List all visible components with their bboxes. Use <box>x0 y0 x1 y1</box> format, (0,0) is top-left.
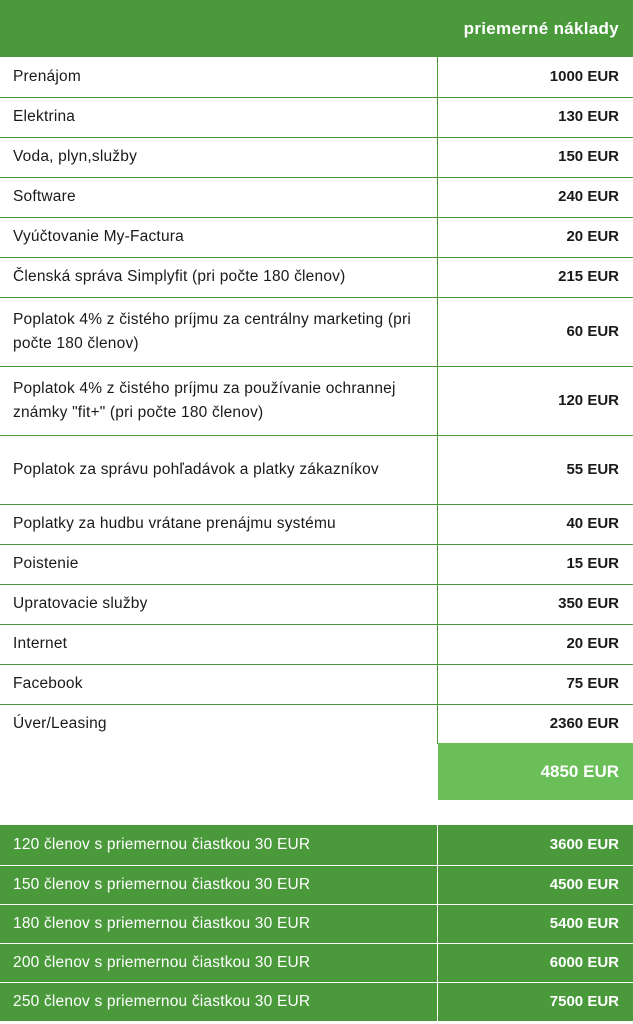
cost-label: Voda, plyn,služby <box>0 137 437 177</box>
table-row <box>0 177 633 217</box>
cost-value: 2360 EUR <box>549 715 619 733</box>
membership-label: 150 členov s priemernou čiastkou 30 EUR <box>0 865 437 904</box>
cost-value: 120 EUR <box>437 366 633 435</box>
cost-label: Upratovacie služby <box>0 584 437 624</box>
table-row <box>0 624 633 664</box>
table-row <box>0 366 633 435</box>
column-title: priemerné náklady <box>463 18 619 38</box>
membership-label: 200 členov s priemernou čiastkou 30 EUR <box>0 943 437 982</box>
table-row <box>0 257 633 297</box>
cost-value: 215 EUR <box>437 257 633 297</box>
cost-value: 20 EUR <box>437 217 633 257</box>
cost-value: 40 EUR <box>437 504 633 544</box>
table-row <box>0 584 633 624</box>
cost-label: Elektrina <box>0 97 437 137</box>
membership-label: 180 členov s priemernou čiastkou 30 EUR <box>0 904 437 943</box>
cost-label: Poistenie <box>0 544 437 584</box>
membership-label: 250 členov s priemernou čiastkou 30 EUR <box>0 982 437 1021</box>
membership-value: 5400 EUR <box>437 904 633 943</box>
cost-value: 130 EUR <box>437 97 633 137</box>
cost-label: Členská správa Simplyfit (pri počte 180 členov) <box>0 257 437 297</box>
cost-label: Poplatky za hudbu vrátane prenájmu systému <box>0 504 437 544</box>
cost-label: Poplatok za správu pohľadávok a platky zákazníkov <box>0 435 437 504</box>
cost-label: Poplatok 4% z čistého príjmu za používanie ochrannej známky "fit+" (pri počte 180 členov) <box>0 366 437 435</box>
table-row <box>0 865 633 904</box>
table-row <box>0 504 633 544</box>
table-row <box>0 57 633 97</box>
table-row <box>0 97 633 137</box>
cost-value: 55 EUR <box>437 435 633 504</box>
cost-label: Vyúčtovanie My-Factura <box>0 217 437 257</box>
table-row <box>0 664 633 704</box>
table-row <box>0 904 633 943</box>
membership-value: 3600 EUR <box>549 836 619 854</box>
table-row <box>0 435 633 504</box>
table-row <box>0 825 633 865</box>
total-cell <box>438 743 633 800</box>
cost-label: Facebook <box>0 664 437 704</box>
table-header <box>0 0 633 57</box>
cost-label: Internet <box>0 624 437 664</box>
table-row <box>0 704 633 744</box>
table-row <box>0 297 633 366</box>
table-row <box>0 217 633 257</box>
table-row <box>0 544 633 584</box>
cost-label: Software <box>0 177 437 217</box>
cost-value: 75 EUR <box>437 664 633 704</box>
cost-value: 15 EUR <box>437 544 633 584</box>
total-value: 4850 EUR <box>540 761 619 781</box>
cost-label: Úver/Leasing <box>0 704 437 744</box>
table-row <box>0 943 633 982</box>
table-row <box>0 982 633 1021</box>
membership-value: 7500 EUR <box>437 982 633 1021</box>
membership-table <box>0 825 633 1021</box>
cost-label: Prenájom <box>0 57 437 97</box>
cost-value: 350 EUR <box>437 584 633 624</box>
cost-table <box>0 57 633 744</box>
membership-value: 6000 EUR <box>437 943 633 982</box>
cost-value: 1000 EUR <box>437 57 633 97</box>
cost-value: 240 EUR <box>437 177 633 217</box>
cost-value: 20 EUR <box>437 624 633 664</box>
table-row <box>0 137 633 177</box>
cost-value: 150 EUR <box>437 137 633 177</box>
membership-value: 4500 EUR <box>437 865 633 904</box>
cost-label: Poplatok 4% z čistého príjmu za centrálny marketing (pri počte 180 členov) <box>0 297 437 366</box>
cost-value: 60 EUR <box>437 297 633 366</box>
membership-label: 120 členov s priemernou čiastkou 30 EUR <box>0 825 437 865</box>
